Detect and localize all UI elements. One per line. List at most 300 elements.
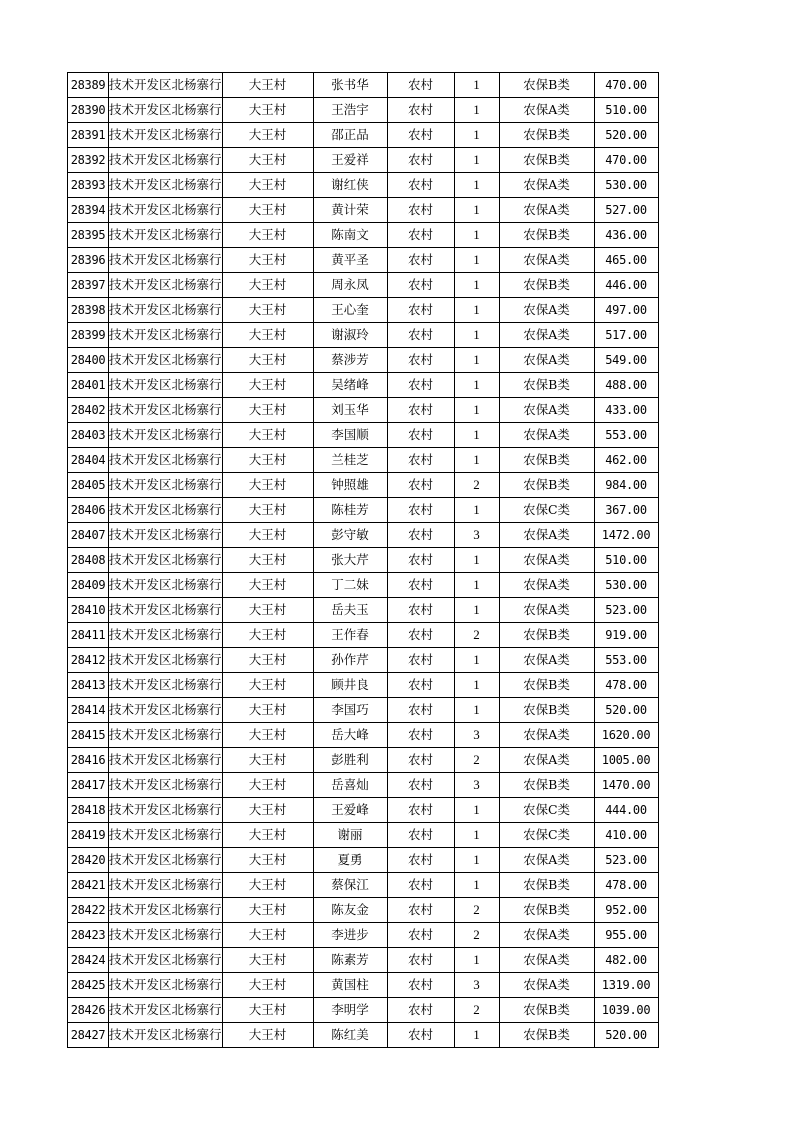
table-row [68,898,659,923]
village-cell: 大王村 [222,923,313,948]
insurance-category-cell: 农保C类 [499,823,594,848]
district-cell: 技术开发区北杨寨行 [109,923,223,948]
amount-cell: 1472.00 [594,523,658,548]
village-cell: 大王村 [222,523,313,548]
table-row [68,798,659,823]
amount-cell: 952.00 [594,898,658,923]
table-row [68,248,659,273]
village-cell: 大王村 [222,948,313,973]
amount-cell: 433.00 [594,398,658,423]
district-cell: 技术开发区北杨寨行 [109,298,223,323]
person-name-cell: 李进步 [313,923,387,948]
insurance-category-cell: 农保B类 [499,73,594,98]
person-name-cell: 陈南文 [313,223,387,248]
person-name-cell: 李国巧 [313,698,387,723]
household-type-cell: 农村 [387,698,454,723]
district-cell: 技术开发区北杨寨行 [109,798,223,823]
district-cell: 技术开发区北杨寨行 [109,698,223,723]
person-name-cell: 岳喜灿 [313,773,387,798]
household-type-cell: 农村 [387,173,454,198]
household-type-cell: 农村 [387,1023,454,1048]
record-id-cell: 28410 [68,598,109,623]
member-count-cell: 1 [454,373,499,398]
person-name-cell: 王浩宇 [313,98,387,123]
record-id-cell: 28394 [68,198,109,223]
person-name-cell: 吴绪峰 [313,373,387,398]
insurance-category-cell: 农保A类 [499,348,594,373]
member-count-cell: 1 [454,423,499,448]
insurance-category-cell: 农保A类 [499,648,594,673]
person-name-cell: 岳大峰 [313,723,387,748]
member-count-cell: 1 [454,173,499,198]
household-type-cell: 农村 [387,248,454,273]
record-id-cell: 28401 [68,373,109,398]
insurance-category-cell: 农保A类 [499,523,594,548]
record-id-cell: 28406 [68,498,109,523]
person-name-cell: 张大芹 [313,548,387,573]
table-row [68,273,659,298]
person-name-cell: 夏勇 [313,848,387,873]
record-id-cell: 28417 [68,773,109,798]
amount-cell: 520.00 [594,123,658,148]
person-name-cell: 邵正品 [313,123,387,148]
table-row [68,323,659,348]
district-cell: 技术开发区北杨寨行 [109,948,223,973]
amount-cell: 446.00 [594,273,658,298]
insurance-category-cell: 农保B类 [499,873,594,898]
district-cell: 技术开发区北杨寨行 [109,898,223,923]
record-id-cell: 28412 [68,648,109,673]
village-cell: 大王村 [222,648,313,673]
household-type-cell: 农村 [387,348,454,373]
person-name-cell: 黄计荣 [313,198,387,223]
record-id-cell: 28418 [68,798,109,823]
district-cell: 技术开发区北杨寨行 [109,773,223,798]
member-count-cell: 1 [454,273,499,298]
household-type-cell: 农村 [387,323,454,348]
member-count-cell: 1 [454,823,499,848]
table-row [68,623,659,648]
member-count-cell: 1 [454,673,499,698]
insurance-category-cell: 农保A类 [499,173,594,198]
record-id-cell: 28427 [68,1023,109,1048]
insurance-category-cell: 农保A类 [499,948,594,973]
amount-cell: 955.00 [594,923,658,948]
person-name-cell: 周永凤 [313,273,387,298]
household-type-cell: 农村 [387,623,454,648]
household-type-cell: 农村 [387,73,454,98]
district-cell: 技术开发区北杨寨行 [109,473,223,498]
village-cell: 大王村 [222,448,313,473]
village-cell: 大王村 [222,548,313,573]
household-type-cell: 农村 [387,198,454,223]
table-row [68,173,659,198]
household-type-cell: 农村 [387,448,454,473]
record-id-cell: 28409 [68,573,109,598]
village-cell: 大王村 [222,798,313,823]
village-cell: 大王村 [222,598,313,623]
member-count-cell: 2 [454,998,499,1023]
person-name-cell: 谢丽 [313,823,387,848]
household-type-cell: 农村 [387,273,454,298]
household-type-cell: 农村 [387,648,454,673]
member-count-cell: 1 [454,798,499,823]
district-cell: 技术开发区北杨寨行 [109,648,223,673]
insurance-category-cell: 农保A类 [499,423,594,448]
district-cell: 技术开发区北杨寨行 [109,823,223,848]
table-row [68,598,659,623]
amount-cell: 444.00 [594,798,658,823]
insurance-category-cell: 农保B类 [499,273,594,298]
amount-cell: 517.00 [594,323,658,348]
amount-cell: 478.00 [594,873,658,898]
village-cell: 大王村 [222,748,313,773]
district-cell: 技术开发区北杨寨行 [109,198,223,223]
person-name-cell: 谢淑玲 [313,323,387,348]
table-row [68,198,659,223]
household-type-cell: 农村 [387,98,454,123]
person-name-cell: 谢红侠 [313,173,387,198]
person-name-cell: 陈桂芳 [313,498,387,523]
table-row [68,648,659,673]
record-id-cell: 28398 [68,298,109,323]
amount-cell: 462.00 [594,448,658,473]
table-row [68,998,659,1023]
person-name-cell: 兰桂芝 [313,448,387,473]
record-id-cell: 28403 [68,423,109,448]
household-type-cell: 农村 [387,473,454,498]
table-row [68,98,659,123]
record-id-cell: 28399 [68,323,109,348]
household-type-cell: 农村 [387,498,454,523]
member-count-cell: 1 [454,1023,499,1048]
person-name-cell: 孙作芹 [313,648,387,673]
insurance-category-cell: 农保A类 [499,548,594,573]
village-cell: 大王村 [222,698,313,723]
household-type-cell: 农村 [387,673,454,698]
insurance-category-cell: 农保B类 [499,673,594,698]
record-id-cell: 28400 [68,348,109,373]
table-row [68,73,659,98]
table-row [68,398,659,423]
member-count-cell: 1 [454,198,499,223]
member-count-cell: 1 [454,298,499,323]
table-row [68,523,659,548]
member-count-cell: 1 [454,448,499,473]
amount-cell: 470.00 [594,148,658,173]
insurance-category-cell: 农保B类 [499,623,594,648]
amount-cell: 478.00 [594,673,658,698]
village-cell: 大王村 [222,973,313,998]
amount-cell: 523.00 [594,598,658,623]
person-name-cell: 黄平圣 [313,248,387,273]
member-count-cell: 1 [454,323,499,348]
household-type-cell: 农村 [387,523,454,548]
village-cell: 大王村 [222,173,313,198]
member-count-cell: 3 [454,723,499,748]
amount-cell: 523.00 [594,848,658,873]
insurance-category-cell: 农保A类 [499,298,594,323]
member-count-cell: 2 [454,748,499,773]
person-name-cell: 张书华 [313,73,387,98]
person-name-cell: 陈红美 [313,1023,387,1048]
district-cell: 技术开发区北杨寨行 [109,73,223,98]
member-count-cell: 2 [454,473,499,498]
amount-cell: 410.00 [594,823,658,848]
district-cell: 技术开发区北杨寨行 [109,723,223,748]
record-id-cell: 28413 [68,673,109,698]
member-count-cell: 1 [454,498,499,523]
table-row [68,848,659,873]
member-count-cell: 1 [454,848,499,873]
record-id-cell: 28426 [68,998,109,1023]
household-type-cell: 农村 [387,773,454,798]
record-id-cell: 28407 [68,523,109,548]
village-cell: 大王村 [222,398,313,423]
record-id-cell: 28414 [68,698,109,723]
member-count-cell: 1 [454,873,499,898]
member-count-cell: 1 [454,598,499,623]
amount-cell: 1039.00 [594,998,658,1023]
village-cell: 大王村 [222,623,313,648]
amount-cell: 530.00 [594,173,658,198]
village-cell: 大王村 [222,298,313,323]
amount-cell: 553.00 [594,648,658,673]
amount-cell: 465.00 [594,248,658,273]
record-id-cell: 28415 [68,723,109,748]
member-count-cell: 1 [454,73,499,98]
insurance-category-cell: 农保A类 [499,398,594,423]
insurance-category-cell: 农保A类 [499,248,594,273]
household-type-cell: 农村 [387,723,454,748]
insurance-category-cell: 农保A类 [499,598,594,623]
household-type-cell: 农村 [387,923,454,948]
village-cell: 大王村 [222,823,313,848]
person-name-cell: 丁二妹 [313,573,387,598]
district-cell: 技术开发区北杨寨行 [109,123,223,148]
household-type-cell: 农村 [387,373,454,398]
member-count-cell: 1 [454,548,499,573]
amount-cell: 482.00 [594,948,658,973]
household-type-cell: 农村 [387,998,454,1023]
amount-cell: 470.00 [594,73,658,98]
district-cell: 技术开发区北杨寨行 [109,173,223,198]
member-count-cell: 1 [454,348,499,373]
insurance-category-cell: 农保B类 [499,373,594,398]
village-cell: 大王村 [222,148,313,173]
amount-cell: 367.00 [594,498,658,523]
record-id-cell: 28396 [68,248,109,273]
district-cell: 技术开发区北杨寨行 [109,148,223,173]
insurance-category-cell: 农保B类 [499,773,594,798]
village-cell: 大王村 [222,273,313,298]
household-type-cell: 农村 [387,973,454,998]
amount-cell: 520.00 [594,1023,658,1048]
household-type-cell: 农村 [387,298,454,323]
household-type-cell: 农村 [387,548,454,573]
insurance-category-cell: 农保A类 [499,723,594,748]
district-cell: 技术开发区北杨寨行 [109,248,223,273]
household-type-cell: 农村 [387,948,454,973]
member-count-cell: 1 [454,223,499,248]
insurance-category-cell: 农保B类 [499,998,594,1023]
insurance-category-cell: 农保A类 [499,748,594,773]
village-cell: 大王村 [222,1023,313,1048]
district-cell: 技术开发区北杨寨行 [109,873,223,898]
record-id-cell: 28405 [68,473,109,498]
member-count-cell: 3 [454,973,499,998]
record-id-cell: 28393 [68,173,109,198]
village-cell: 大王村 [222,248,313,273]
member-count-cell: 1 [454,148,499,173]
member-count-cell: 1 [454,398,499,423]
record-id-cell: 28425 [68,973,109,998]
member-count-cell: 2 [454,623,499,648]
member-count-cell: 2 [454,898,499,923]
district-cell: 技术开发区北杨寨行 [109,748,223,773]
amount-cell: 984.00 [594,473,658,498]
table-row [68,548,659,573]
district-cell: 技术开发区北杨寨行 [109,373,223,398]
record-id-cell: 28402 [68,398,109,423]
record-id-cell: 28411 [68,623,109,648]
amount-cell: 497.00 [594,298,658,323]
table-row [68,123,659,148]
insurance-category-cell: 农保C类 [499,498,594,523]
village-cell: 大王村 [222,198,313,223]
insurance-category-cell: 农保B类 [499,698,594,723]
insurance-category-cell: 农保A类 [499,323,594,348]
village-cell: 大王村 [222,573,313,598]
record-id-cell: 28420 [68,848,109,873]
member-count-cell: 2 [454,923,499,948]
benefit-roster-table [67,72,659,1048]
table-row [68,673,659,698]
member-count-cell: 1 [454,948,499,973]
district-cell: 技术开发区北杨寨行 [109,273,223,298]
amount-cell: 1470.00 [594,773,658,798]
table-row [68,148,659,173]
record-id-cell: 28423 [68,923,109,948]
household-type-cell: 农村 [387,848,454,873]
district-cell: 技术开发区北杨寨行 [109,448,223,473]
amount-cell: 1319.00 [594,973,658,998]
amount-cell: 1005.00 [594,748,658,773]
household-type-cell: 农村 [387,823,454,848]
member-count-cell: 1 [454,573,499,598]
district-cell: 技术开发区北杨寨行 [109,623,223,648]
district-cell: 技术开发区北杨寨行 [109,398,223,423]
person-name-cell: 岳夫玉 [313,598,387,623]
village-cell: 大王村 [222,848,313,873]
village-cell: 大王村 [222,473,313,498]
table-row [68,948,659,973]
village-cell: 大王村 [222,323,313,348]
person-name-cell: 彭守敏 [313,523,387,548]
household-type-cell: 农村 [387,748,454,773]
table-row [68,223,659,248]
insurance-category-cell: 农保A类 [499,973,594,998]
table-row [68,473,659,498]
member-count-cell: 3 [454,523,499,548]
village-cell: 大王村 [222,998,313,1023]
table-row [68,698,659,723]
table-row [68,498,659,523]
district-cell: 技术开发区北杨寨行 [109,598,223,623]
member-count-cell: 1 [454,248,499,273]
table-row [68,973,659,998]
record-id-cell: 28422 [68,898,109,923]
member-count-cell: 1 [454,98,499,123]
household-type-cell: 农村 [387,223,454,248]
table-row [68,723,659,748]
person-name-cell: 黄国柱 [313,973,387,998]
district-cell: 技术开发区北杨寨行 [109,848,223,873]
district-cell: 技术开发区北杨寨行 [109,223,223,248]
district-cell: 技术开发区北杨寨行 [109,498,223,523]
amount-cell: 1620.00 [594,723,658,748]
insurance-category-cell: 农保B类 [499,898,594,923]
insurance-category-cell: 农保A类 [499,573,594,598]
household-type-cell: 农村 [387,598,454,623]
table-row [68,823,659,848]
record-id-cell: 28392 [68,148,109,173]
record-id-cell: 28416 [68,748,109,773]
person-name-cell: 李国顺 [313,423,387,448]
member-count-cell: 3 [454,773,499,798]
insurance-category-cell: 农保B类 [499,123,594,148]
district-cell: 技术开发区北杨寨行 [109,573,223,598]
table-row [68,873,659,898]
person-name-cell: 王作春 [313,623,387,648]
person-name-cell: 钟照雄 [313,473,387,498]
district-cell: 技术开发区北杨寨行 [109,998,223,1023]
household-type-cell: 农村 [387,573,454,598]
person-name-cell: 王爱峰 [313,798,387,823]
insurance-category-cell: 农保A类 [499,923,594,948]
amount-cell: 919.00 [594,623,658,648]
village-cell: 大王村 [222,73,313,98]
insurance-category-cell: 农保C类 [499,798,594,823]
household-type-cell: 农村 [387,898,454,923]
table-row [68,298,659,323]
village-cell: 大王村 [222,723,313,748]
village-cell: 大王村 [222,223,313,248]
district-cell: 技术开发区北杨寨行 [109,423,223,448]
member-count-cell: 1 [454,648,499,673]
member-count-cell: 1 [454,123,499,148]
record-id-cell: 28421 [68,873,109,898]
person-name-cell: 顾井良 [313,673,387,698]
district-cell: 技术开发区北杨寨行 [109,323,223,348]
table-row [68,373,659,398]
record-id-cell: 28397 [68,273,109,298]
record-id-cell: 28404 [68,448,109,473]
person-name-cell: 王爱祥 [313,148,387,173]
table-row [68,748,659,773]
village-cell: 大王村 [222,873,313,898]
insurance-category-cell: 农保B类 [499,148,594,173]
amount-cell: 549.00 [594,348,658,373]
insurance-category-cell: 农保B类 [499,473,594,498]
household-type-cell: 农村 [387,423,454,448]
household-type-cell: 农村 [387,873,454,898]
person-name-cell: 王心奎 [313,298,387,323]
district-cell: 技术开发区北杨寨行 [109,348,223,373]
household-type-cell: 农村 [387,798,454,823]
amount-cell: 520.00 [594,698,658,723]
amount-cell: 553.00 [594,423,658,448]
